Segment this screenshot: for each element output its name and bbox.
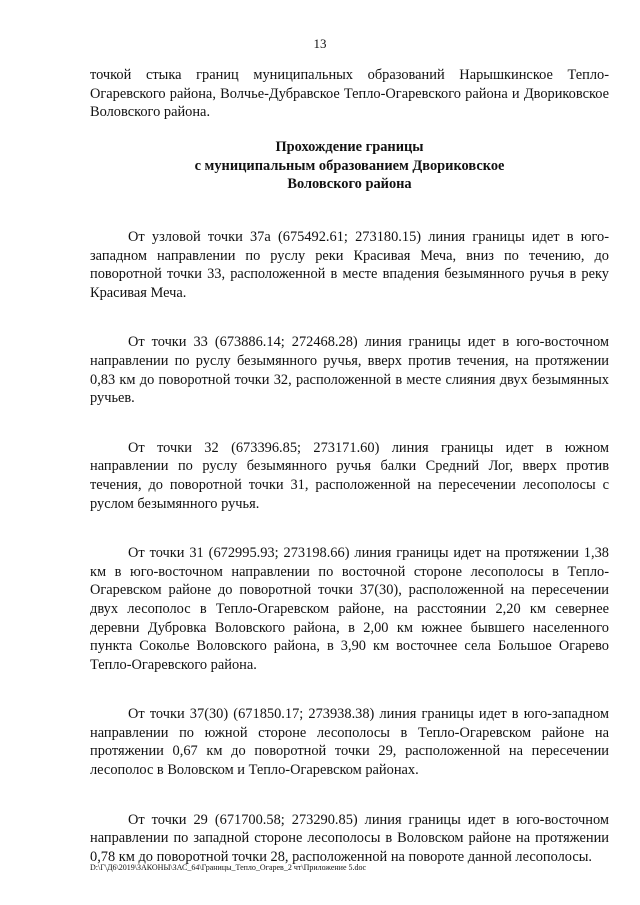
paragraph-point-37-30: От точки 37(30) (671850.17; 273938.38) линия границы идет в юго-западном направлении по южной стороне лесополосы в Тепло-Огаревском районе на протяжении 0,67 км до поворотной точки 29, расположенной на пересечении лесополос в Воловском и Тепло-Огаревском районах. [90,706,609,779]
paragraph-point-31: От точки 31 (672995.93; 273198.66) линия границы идет на протяжении 1,38 км в юго-восточном направлении по восточной стороне лесополосы в Тепло-Огаревском районе до поворотной точки 37(30), расположенной на пересечении двух лесополос в Тепло-Огаревском районе, на расстоянии 2,20 км севернее деревни Дубровка Воловского района, в 2,00 км южнее бывшего населенного пункта Соколье Воловского района, в 3,90 км восточнее села Большое Огарево Тепло-Огаревского района. [90,545,609,673]
lead-paragraph-block [90,66,609,122]
lead-paragraph: точкой стыка границ муниципальных образований Нарышкинское Тепло-Огаревского района, Волчье-Дубравское Тепло-Огаревского района и Двориковское Воловского района. [90,67,609,121]
boundary-description [90,228,609,897]
paragraph-point-32: От точки 32 (673396.85; 273171.60) линия границы идет в южном направлении по руслу безымянного ручья балки Средний Лог, вверх против течения, до поворотной точки 31, расположенной на пересечении лесополосы с руслом безымянного ручья. [90,439,609,512]
footer-file-path: D:\Г\Д6\2019\ЗАКОНЫ\ЗАС_64\Границы_Тепло_Огарев_2 чт\Приложение 5.doc [90,863,367,872]
page-number: 13 [313,36,327,51]
section-heading [90,138,609,194]
section-heading-line-2: с муниципальным образованием Двориковское [194,157,505,174]
paragraph-point-33: От точки 33 (673886.14; 272468.28) линия границы идет в юго-восточном направлении по руслу безымянного ручья, вверх против течения, на протяжении 0,83 км до поворотной точки 32, расположенной в месте слияния двух безымянных ручьев. [90,334,609,407]
paragraph-point-37a: От узловой точки 37а (675492.61; 273180.15) линия границы идет в юго-западном направлении по руслу реки Красивая Меча, вниз по течению, до поворотной точки 33, расположенной в месте впадения безымянного ручья в реку Красивая Меча. [90,229,609,301]
paragraph-point-29: От точки 29 (671700.58; 273290.85) линия границы идет в юго-восточном направлении по западной стороне лесополосы в Воловском районе на протяжении 0,78 км до поворотной точки 28, расположенной на повороте данной лесополосы. [90,811,609,865]
section-heading-line-3: Воловского района [287,176,412,193]
section-heading-line-1: Прохождение границы [275,139,424,155]
